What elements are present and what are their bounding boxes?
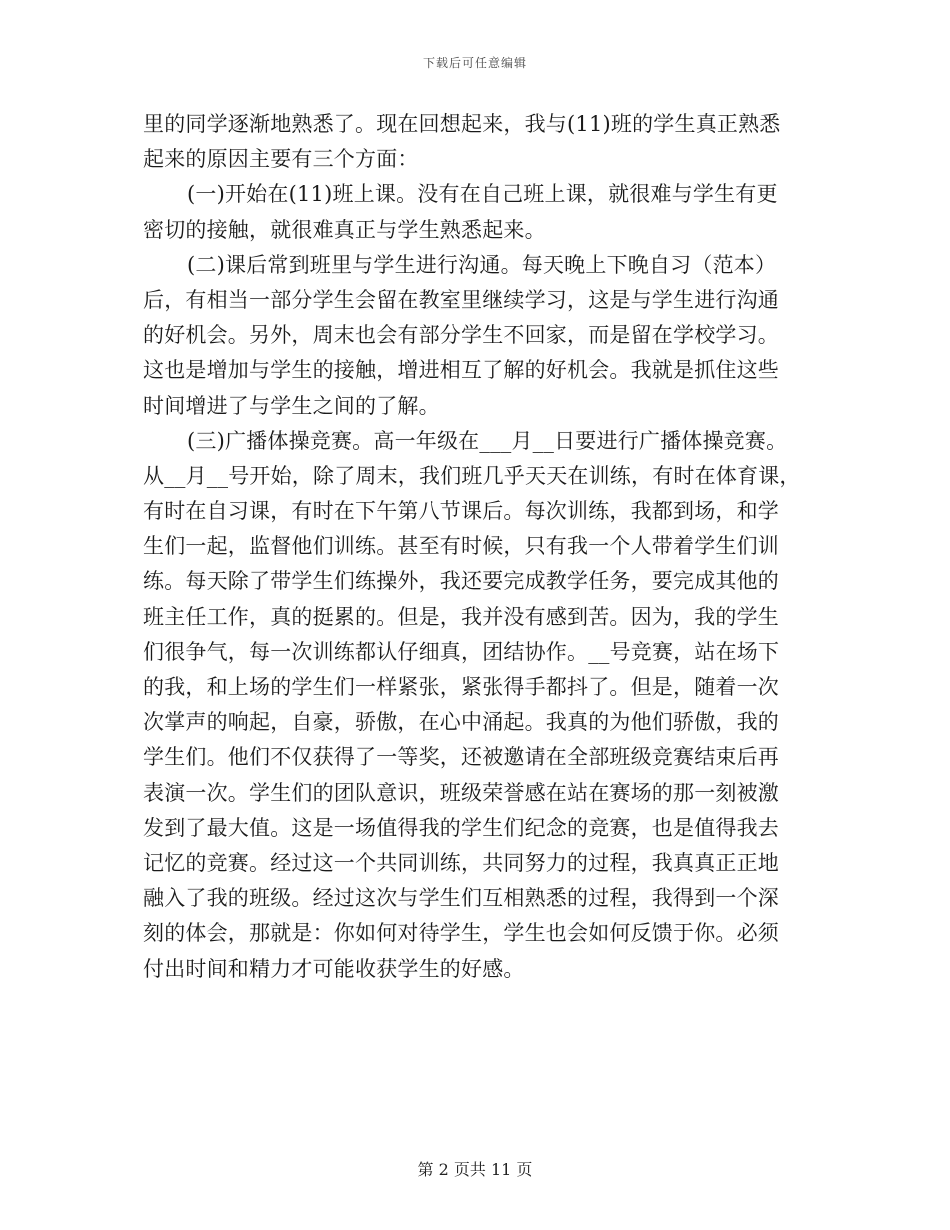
text-line: 密切的接触，就很难真正与学生熟悉起来。 <box>143 217 546 242</box>
text-line: 的我，和上场的学生们一样紧张，紧张得手都抖了。但是，随着一次 <box>143 675 779 699</box>
text-line: 刻的体会，那就是：你如何对待学生，学生也会如何反馈于你。必须 <box>143 921 779 946</box>
page-footer: 第 2 页共 11 页 <box>417 1160 533 1179</box>
text-line: 班主任工作，真的挺累的。但是，我并没有感到苦。因为，我的学生 <box>143 604 779 629</box>
text-line: 表演一次。学生们的团队意识，班级荣誉感在站在赛场的那一刻被激 <box>143 780 779 805</box>
text-line: 们很争气，每一次训练都认仔细真，团结协作。__号竞赛，站在场下 <box>143 639 780 664</box>
text-line: 的好机会。另外，周末也会有部分学生不回家，而是留在学校学习。 <box>143 323 779 348</box>
text-line: 这也是增加与学生的接触，增进相互了解的好机会。我就是抓住这些 <box>143 358 779 383</box>
text-line: 发到了最大值。这是一场值得我的学生们纪念的竞赛，也是值得我去 <box>143 815 779 840</box>
text-line: 起来的原因主要有三个方面： <box>143 147 419 172</box>
text-line: 记忆的竞赛。经过这一个共同训练，共同努力的过程，我真真正正地 <box>143 850 779 875</box>
text-line: 里的同学逐渐地熟悉了。现在回想起来，我与(11)班的学生真正熟悉 <box>143 112 781 136</box>
text-line: 学生们。他们不仅获得了一等奖，还被邀请在全部班级竞赛结束后再 <box>143 745 779 770</box>
text-line: 付出时间和精力才可能收获学生的好感。 <box>143 956 525 981</box>
text-line: 时间增进了与学生之间的了解。 <box>143 393 440 418</box>
text-line: 次掌声的响起，自豪，骄傲，在心中涌起。我真的为他们骄傲，我的 <box>143 710 779 735</box>
text-line: 练。每天除了带学生们练操外，我还要完成教学任务，要完成其他的 <box>143 569 779 594</box>
text-line: 从__月__号开始，除了周末，我们班几乎天天在训练，有时在体育课， <box>143 463 801 488</box>
paragraph-start-line: (三)广播体操竞赛。高一年级在___月__日要进行广播体操竞赛。 <box>187 428 788 453</box>
text-line: 融入了我的班级。经过这次与学生们互相熟悉的过程，我得到一个深 <box>143 886 779 911</box>
document-body <box>143 107 808 987</box>
text-line: 生们一起，监督他们训练。甚至有时候，只有我一个人带着学生们训 <box>143 534 779 559</box>
text-line: 有时在自习课，有时在下午第八节课后。每次训练，我都到场，和学 <box>143 499 779 524</box>
paragraph-start-line: (一)开始在(11)班上课。没有在自己班上课，就很难与学生有更 <box>187 182 778 207</box>
paragraph-start-line: (二)课后常到班里与学生进行沟通。每天晚上下晚自习（范本） <box>187 252 777 277</box>
page-header: 下载后可任意编辑 <box>422 56 527 70</box>
text-line: 后，有相当一部分学生会留在教室里继续学习，这是与学生进行沟通 <box>143 287 779 312</box>
